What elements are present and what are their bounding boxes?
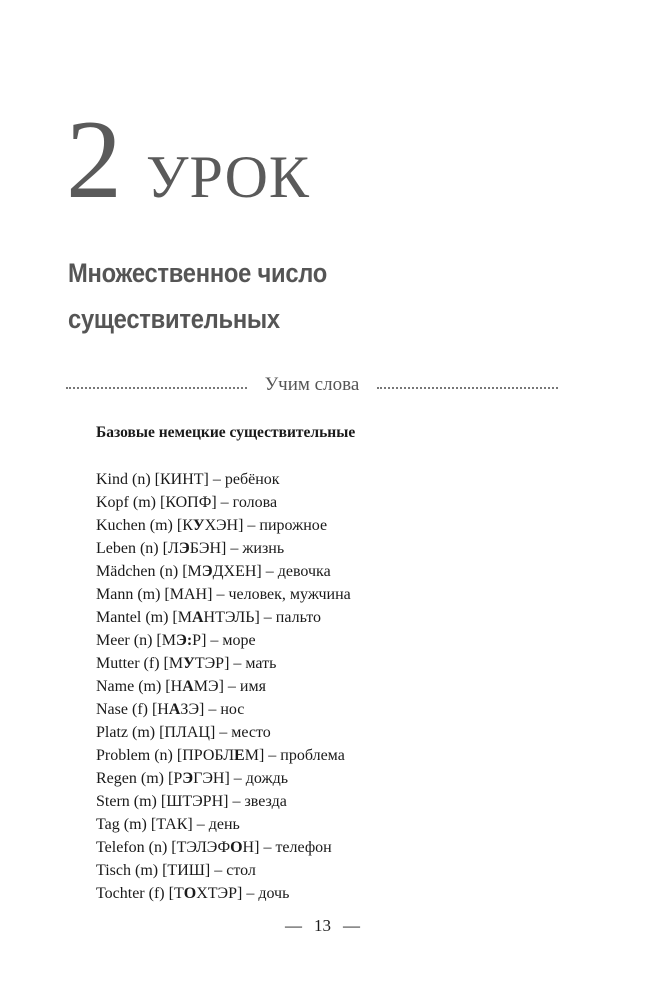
- transcription: [160, 471, 204, 488]
- transcription-part: ПЛАЦ: [164, 724, 210, 741]
- vocabulary-entry: [96, 698, 351, 721]
- transcription: [182, 517, 238, 534]
- transcription-part: ТЭР: [194, 655, 225, 672]
- vocabulary-list: [96, 468, 351, 905]
- vocabulary-entry: [96, 583, 351, 606]
- transcription: [162, 632, 201, 649]
- stressed-vowel: А: [168, 701, 181, 718]
- stressed-vowel: А: [182, 678, 194, 695]
- german-word: Regen (m) [: [96, 770, 174, 787]
- vocabulary-entry: [96, 560, 351, 583]
- russian-translation: ] – проблема: [258, 747, 345, 764]
- transcription-part: М: [177, 609, 192, 626]
- transcription: [170, 586, 207, 603]
- german-word: Leben (n) [: [96, 540, 168, 557]
- transcription: [157, 701, 199, 718]
- german-word: Mantel (m) [: [96, 609, 178, 626]
- transcription-part: Н: [157, 701, 169, 718]
- vocabulary-entry: [96, 790, 351, 813]
- transcription: [182, 747, 259, 764]
- vocabulary-entry: [96, 744, 351, 767]
- german-word: Kuchen (m) [: [96, 517, 183, 534]
- stressed-vowel: У: [192, 517, 205, 534]
- page-footer: [0, 916, 645, 936]
- russian-translation: ] – мать: [224, 655, 277, 672]
- page-number: 13: [314, 916, 331, 935]
- stressed-vowel: Э: [178, 540, 190, 557]
- stressed-vowel: О: [183, 885, 197, 902]
- stressed-vowel: Е: [234, 747, 245, 764]
- german-word: Tisch (m) [: [96, 862, 168, 879]
- german-word: Tochter (f) [: [96, 885, 174, 902]
- german-word: Telefon (n) [: [96, 839, 177, 856]
- transcription-part: БЭН: [189, 540, 221, 557]
- vocabulary-entry: [96, 537, 351, 560]
- transcription-part: МЭ: [193, 678, 219, 695]
- transcription: [169, 655, 224, 672]
- transcription-part: ТЭЛЭФ: [176, 839, 231, 856]
- vocabulary-entry: [96, 606, 351, 629]
- german-word: Kopf (m) [: [96, 494, 166, 511]
- russian-translation: ] – место: [209, 724, 271, 741]
- russian-translation: ] – море: [201, 632, 256, 649]
- transcription-part: Т: [173, 885, 184, 902]
- transcription-part: Н: [242, 839, 255, 856]
- vocabulary-entry: [96, 836, 351, 859]
- german-word: Tag (m) [: [96, 816, 157, 833]
- transcription-part: ГЭН: [193, 770, 225, 787]
- transcription: [167, 862, 204, 879]
- russian-translation: ] – нос: [199, 701, 245, 718]
- russian-translation: ] – дочь: [236, 885, 290, 902]
- russian-translation: ] – девочка: [256, 563, 331, 580]
- vocabulary-entry: [96, 767, 351, 790]
- transcription: [178, 609, 255, 626]
- transcription-part: Л: [167, 540, 179, 557]
- transcription-part: ШТЭРН: [166, 793, 224, 810]
- transcription: [156, 816, 187, 833]
- topic-title-line-1: Множественное число: [68, 258, 328, 288]
- vocabulary-entry: [96, 721, 351, 744]
- lesson-heading: [66, 98, 310, 224]
- vocabulary-entry: [96, 629, 351, 652]
- transcription-part: ТАК: [156, 816, 188, 833]
- stressed-vowel: А: [191, 609, 204, 626]
- german-word: Mutter (f) [: [96, 655, 169, 672]
- transcription-part: НТЭЛЬ: [203, 609, 255, 626]
- russian-translation: ] – дождь: [224, 770, 289, 787]
- russian-translation: ] – ребёнок: [203, 471, 280, 488]
- russian-translation: ] – стол: [204, 862, 256, 879]
- transcription: [173, 770, 224, 787]
- german-word: Mann (m) [: [96, 586, 170, 603]
- german-word: Kind (n) [: [96, 471, 160, 488]
- section-title: Учим слова: [264, 374, 360, 395]
- transcription-part: М: [187, 563, 202, 580]
- stressed-vowel: Э: [182, 770, 194, 787]
- german-word: Meer (n) [: [96, 632, 162, 649]
- russian-translation: ] – звезда: [223, 793, 287, 810]
- dotted-rule-right: [377, 387, 558, 389]
- russian-translation: ] – пальто: [254, 609, 322, 626]
- vocabulary-entry: [96, 813, 351, 836]
- transcription: [165, 494, 211, 511]
- transcription-part: М: [244, 747, 259, 764]
- vocabulary-entry: [96, 514, 351, 537]
- transcription: [164, 724, 210, 741]
- german-word: Stern (m) [: [96, 793, 167, 810]
- stressed-vowel: Э: [201, 563, 213, 580]
- transcription: [171, 678, 219, 695]
- transcription-part: ХЭН: [204, 517, 239, 534]
- transcription-part: М: [161, 632, 176, 649]
- stressed-vowel: О: [230, 839, 243, 856]
- transcription-part: М: [168, 655, 184, 672]
- lesson-word: УРОК: [146, 144, 310, 210]
- vocabulary-entry: [96, 882, 351, 905]
- vocabulary-entry: [96, 675, 351, 698]
- transcription-part: Р: [173, 770, 183, 787]
- stressed-vowel: Э:: [175, 632, 193, 649]
- transcription-part: ТИШ: [167, 862, 205, 879]
- vocabulary-entry: [96, 652, 351, 675]
- transcription-part: ХТЭР: [196, 885, 237, 902]
- german-word: Nase (f) [: [96, 701, 158, 718]
- transcription-part: ЗЭ: [180, 701, 199, 718]
- transcription-part: Р: [192, 632, 202, 649]
- transcription-part: Н: [170, 678, 183, 695]
- transcription-part: ПРОБЛ: [182, 747, 235, 764]
- lesson-number: 2: [66, 98, 122, 222]
- german-word: Platz (m) [: [96, 724, 165, 741]
- transcription-part: ДХЕН: [212, 563, 257, 580]
- vocabulary-subheading: Базовые немецкие существительные: [96, 424, 356, 441]
- footer-dash-right: —: [343, 916, 360, 935]
- russian-translation: ] – имя: [218, 678, 266, 695]
- dotted-rule-left: [66, 387, 247, 389]
- russian-translation: ] – жизнь: [221, 540, 285, 557]
- transcription: [188, 563, 257, 580]
- russian-translation: ] – телефон: [254, 839, 332, 856]
- russian-translation: ] – голова: [211, 494, 278, 511]
- section-divider: [66, 370, 558, 400]
- footer-dash-left: —: [285, 916, 302, 935]
- russian-translation: ] – человек, мужчина: [207, 586, 351, 603]
- transcription-part: КОПФ: [165, 494, 212, 511]
- vocabulary-entry: [96, 468, 351, 491]
- russian-translation: ] – день: [187, 816, 240, 833]
- vocabulary-entry: [96, 491, 351, 514]
- topic-title: [68, 250, 526, 342]
- transcription: [168, 540, 221, 557]
- russian-translation: ] – пирожное: [238, 517, 328, 534]
- topic-title-line-2: существительных: [68, 304, 280, 334]
- vocabulary-entry: [96, 859, 351, 882]
- stressed-vowel: У: [183, 655, 195, 672]
- transcription: [177, 839, 254, 856]
- transcription: [174, 885, 237, 902]
- transcription-part: К: [182, 517, 193, 534]
- german-word: Problem (n) [: [96, 747, 183, 764]
- transcription: [166, 793, 223, 810]
- transcription-part: МАН: [169, 586, 208, 603]
- transcription-part: КИНТ: [159, 471, 204, 488]
- german-word: Mädchen (n) [: [96, 563, 188, 580]
- german-word: Name (m) [: [96, 678, 171, 695]
